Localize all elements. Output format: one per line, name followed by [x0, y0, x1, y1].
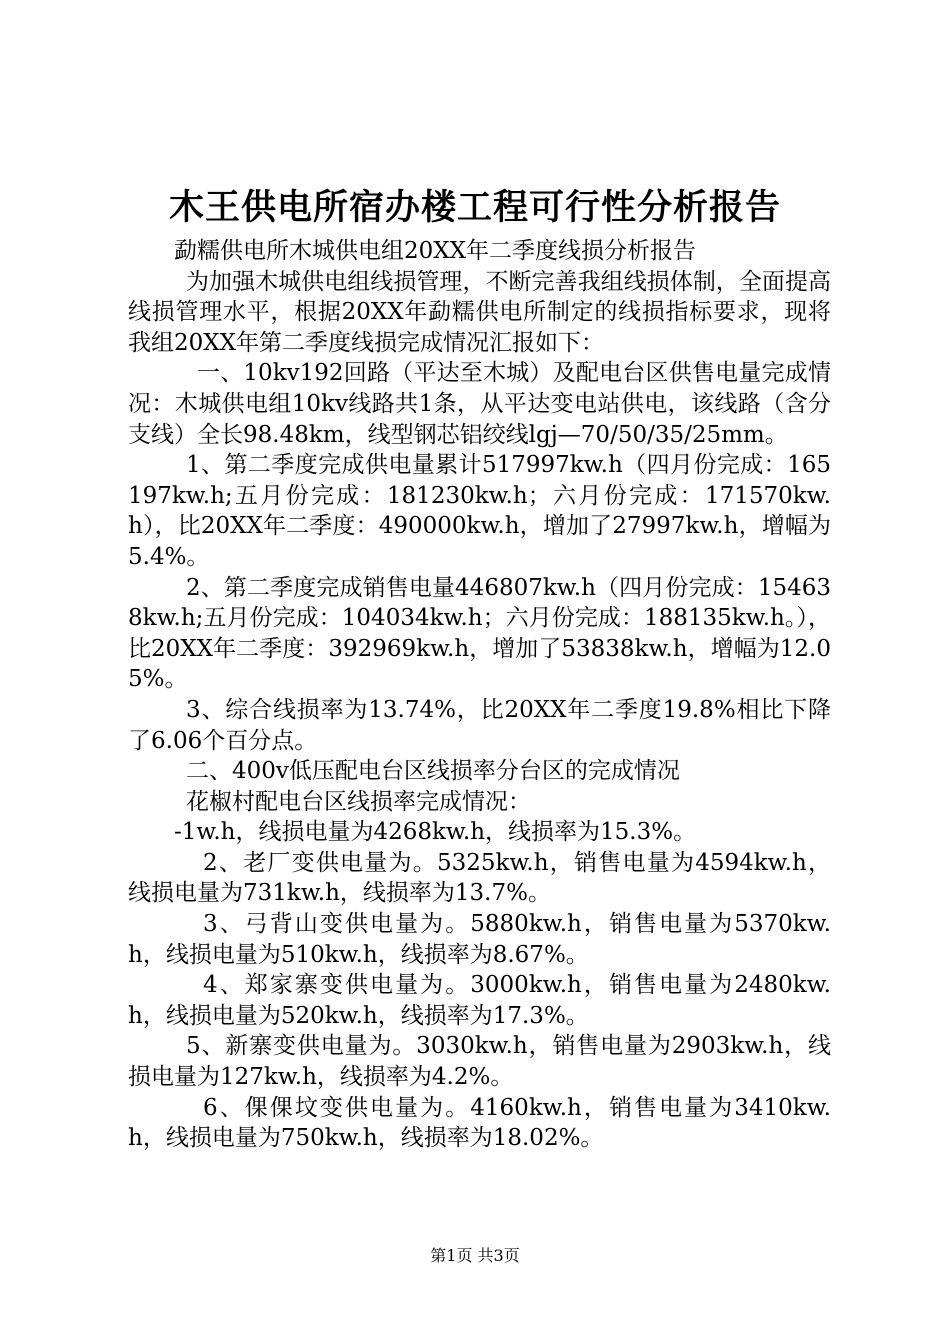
section-2-heading: 二、400v低压配电台区线损率分台区的完成情况	[186, 758, 680, 785]
supply-paragraph: 1、第二季度完成供电量累计517997kw.h（四月份完成：165197kw.h;五月份完成：181230kw.h；六月份完成：171570kw.h），比20XX年二季度：490000kw.h，增加了27997kw.h，增幅为5.4%。	[128, 452, 831, 570]
intro-paragraph: 为加强木城供电组线损管理，不断完善我组线损体制，全面提高线损管理水平，根据20XX年勐糯供电所制定的线损指标要求，现将我组20XX年第二季度线损完成情况汇报如下：	[128, 268, 831, 356]
document-body	[128, 236, 831, 1154]
station-1-paragraph: -1w.h，线损电量为4268kw.h，线损率为15.3%。	[174, 819, 697, 846]
station-4-paragraph: 4、郑家寨变供电量为。3000kw.h，销售电量为2480kw.h，线损电量为520kw.h，线损率为17.3%。	[128, 972, 831, 1029]
sales-paragraph: 2、第二季度完成销售电量446807kw.h（四月份完成：154638kw.h;五月份完成：104034kw.h；六月份完成：188135kw.h。），比20XX年二季度：392969kw.h，增加了53838kw.h，增幅为12.05%。	[128, 574, 831, 693]
huajiao-heading: 花椒村配电台区线损率完成情况：	[186, 788, 531, 815]
station-6-paragraph: 6、倮倮坟变供电量为。4160kw.h，销售电量为3410kw.h，线损电量为750kw.h，线损率为18.02%。	[128, 1094, 831, 1152]
document-title: 木王供电所宿办楼工程可行性分析报告	[168, 188, 781, 228]
station-3-paragraph: 3、弓背山变供电量为。5880kw.h，销售电量为5370kw.h，线损电量为510kw.h，线损率为8.67%。	[128, 911, 831, 968]
section-1-paragraph: 一、10kv192回路（平达至木城）及配电台区供售电量完成情况：木城供电组10kv线路共1条，从平达变电站供电，该线路（含分支线）全长98.48km，线型钢芯铝绞线lgj—70/50/35/25mm。	[128, 360, 831, 448]
station-2-paragraph: 2、老厂变供电量为。5325kw.h，销售电量为4594kw.h，线损电量为731kw.h，线损率为13.7%。	[128, 849, 831, 907]
loss-rate-paragraph: 3、综合线损率为13.74%，比20XX年二季度19.8%相比下降了6.06个百分点。	[128, 696, 831, 754]
report-subtitle: 勐糯供电所木城供电组20XX年二季度线损分析报告	[174, 238, 697, 264]
page-footer: 第1页 共3页	[430, 1246, 520, 1265]
station-5-paragraph: 5、新寨变供电量为。3030kw.h，销售电量为2903kw.h，线损电量为127kw.h，线损率为4.2%。	[128, 1033, 831, 1091]
